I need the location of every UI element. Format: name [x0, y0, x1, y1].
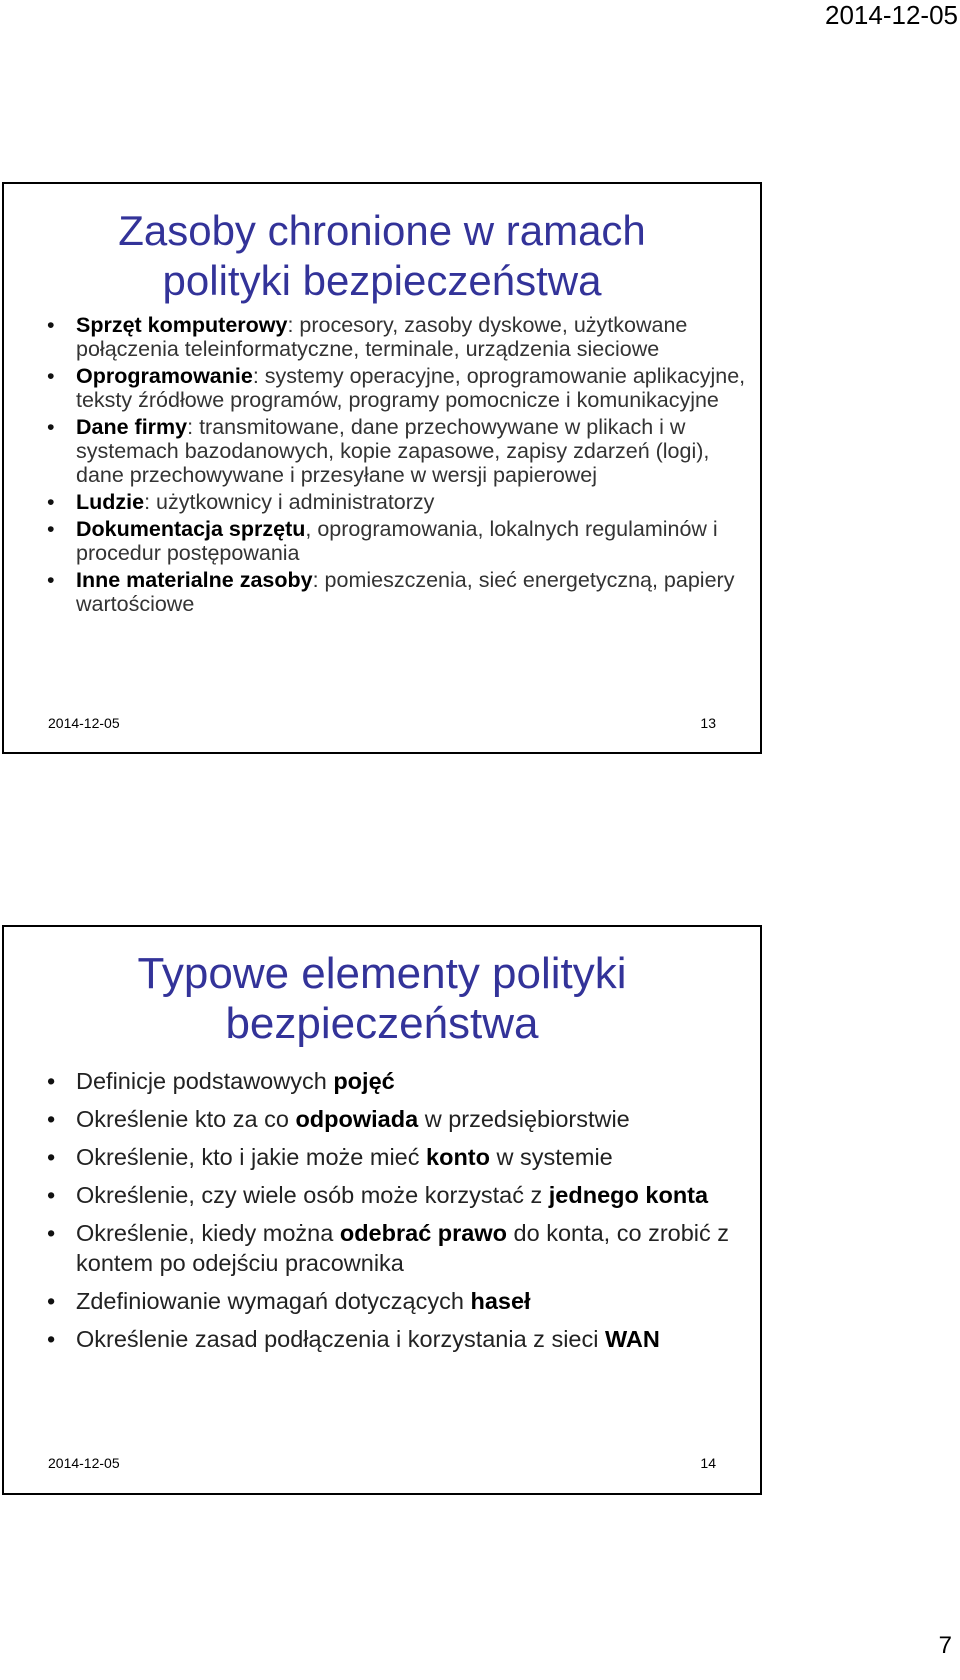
bullet-item [4, 415, 748, 487]
bullet-bold-term: Ludzie [76, 490, 145, 514]
bullet-bold-term: odebrać prawo [339, 1220, 507, 1246]
bullet-item [4, 1286, 748, 1316]
bullet-dot-icon: • [47, 415, 55, 439]
bullet-bold-term: Dane firmy [76, 415, 188, 439]
slide-footer-date: 2014-12-05 [48, 715, 120, 731]
bullet-bold-term: Dokumentacja sprzętu [76, 517, 306, 541]
bullet-dot-icon: • [47, 1288, 56, 1314]
slide-title [4, 949, 760, 1049]
bullet-dot-icon: • [47, 1326, 56, 1352]
bullet-dot-icon: • [47, 1182, 56, 1208]
bullet-bold-term: Inne materialne zasoby [76, 568, 313, 592]
bullet-bold-term: haseł [470, 1288, 531, 1314]
bullet-text: Zdefiniowanie wymagań dotyczących [76, 1288, 471, 1314]
bullet-item [4, 1218, 748, 1278]
bullet-text: do konta, co zrobić z kontem po odejściu pracownika [76, 1220, 730, 1276]
page-header-date: 2014-12-05 [825, 0, 958, 30]
bullet-item [4, 568, 748, 616]
bullet-text: : pomieszczenia, sieć energetyczną, papiery wartościowe [76, 568, 735, 616]
slide-title-line: bezpieczeństwa [225, 999, 539, 1048]
slide-title-line: Typowe elementy polityki [137, 949, 627, 998]
bullet-dot-icon: • [47, 568, 55, 592]
bullet-dot-icon: • [47, 1144, 56, 1170]
bullet-bold-term: jednego konta [548, 1182, 709, 1208]
bullet-text: Określenie zasad podłączenia i korzystania z sieci [76, 1326, 606, 1352]
bullet-text: Określenie, czy wiele osób może korzystać z [76, 1182, 549, 1208]
bullet-bold-term: odpowiada [295, 1106, 419, 1132]
bullet-text: : użytkownicy i administratorzy [144, 490, 435, 514]
bullet-list [4, 1066, 748, 1362]
bullet-text: : procesory, zasoby dyskowe, użytkowane połączenia teleinformatyczne, terminale, urządzenia sieciowe [76, 313, 688, 361]
bullet-text: Określenie, kiedy można [76, 1220, 340, 1246]
bullet-text: Określenie, kto i jakie może mieć [76, 1144, 427, 1170]
slide-title-line: Zasoby chronione w ramach [118, 207, 646, 254]
slide-number: 13 [700, 715, 716, 731]
bullet-dot-icon: • [47, 517, 55, 541]
bullet-item [4, 1324, 748, 1354]
bullet-text: , oprogramowania, lokalnych regulaminów i procedur postępowania [76, 517, 718, 565]
bullet-text: w systemie [489, 1144, 613, 1170]
bullet-text: Definicje podstawowych [76, 1068, 334, 1094]
bullet-item [4, 364, 748, 412]
bullet-item [4, 1180, 748, 1210]
bullet-dot-icon: • [47, 313, 55, 337]
bullet-item [4, 517, 748, 565]
slide-title-line: polityki bezpieczeństwa [162, 257, 602, 304]
bullet-item [4, 1142, 748, 1172]
slide-number: 14 [700, 1455, 716, 1471]
bullet-item [4, 313, 748, 361]
bullet-dot-icon: • [47, 1220, 56, 1246]
bullet-dot-icon: • [47, 490, 55, 514]
slide-footer-date: 2014-12-05 [48, 1455, 120, 1471]
bullet-text: Określenie kto za co [76, 1106, 296, 1132]
bullet-text: : transmitowane, dane przechowywane w plikach i w systemach bazodanowych, kopie zapasowe, zapisy zdarzeń (logi), dane przechowywane i przesyłane w wersji papierowej [76, 415, 710, 487]
bullet-bold-term: konto [426, 1144, 490, 1170]
slide-13 [2, 182, 762, 754]
slide-title [4, 206, 760, 306]
bullet-bold-term: pojęć [333, 1068, 395, 1094]
bullet-dot-icon: • [47, 1106, 56, 1132]
bullet-item [4, 1066, 748, 1096]
bullet-item [4, 1104, 748, 1134]
bullet-dot-icon: • [47, 364, 55, 388]
bullet-bold-term: WAN [605, 1326, 660, 1352]
bullet-item [4, 490, 748, 514]
bullet-dot-icon: • [47, 1068, 56, 1094]
bullet-bold-term: Oprogramowanie [76, 364, 253, 388]
bullet-list [4, 313, 748, 619]
bullet-bold-term: Sprzęt komputerowy [76, 313, 288, 337]
bullet-text: : systemy operacyjne, oprogramowanie aplikacyjne, teksty źródłowe programów, programy pomocnicze i komunikacyjne [76, 364, 746, 412]
bullet-text: w przedsiębiorstwie [418, 1106, 630, 1132]
slide-14 [2, 925, 762, 1495]
page-number: 7 [938, 1632, 952, 1659]
